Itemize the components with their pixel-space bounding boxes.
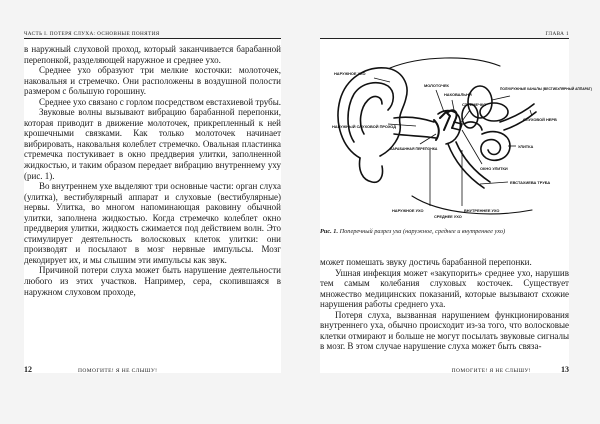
label-outer-ear: НАРУЖНОЕ УХО	[334, 71, 366, 76]
paragraph: Во внутреннем ухе выделяют три основные части: орган слуха (улитка), вестибулярный аппарат и слуховые (вестибулярные) нервы. Улитка, во многом напоминающая раковину обычной улитки, заполнена жидкостью. Когда стремечко колеблет окно преддверия улитки, жидкость сжимается под действием волн. Это стимулирует деятельность волосковых клеток улитки: они производят и посылают в мозг нервные импульсы. Мозг декодирует их, и мы слышим эти импульсы как звук.	[24, 181, 281, 265]
footer-book-title: ПОМОГИТЕ! Я НЕ СЛЫШУ!	[78, 368, 158, 374]
label-bottom-middle: СРЕДНЕЕ УХО	[434, 214, 462, 219]
right-page	[320, 31, 592, 374]
paragraph: Причиной потери слуха может быть нарушение деятельности любого из этих участков. Например, сера, скопившаяся в наружном слуховом проходе,	[24, 265, 281, 297]
paragraph: Среднее ухо образуют три мелкие косточки: молоточек, наковальня и стремечко. Они расположены в воздушной полости размером с большую горошину.	[24, 65, 281, 97]
cochlea-spiral	[481, 132, 510, 161]
running-head-chapter: ГЛАВА 1	[545, 31, 569, 37]
caption-label: Рис. 1.	[320, 228, 339, 235]
leader-hammer	[436, 90, 444, 112]
lobe	[360, 158, 383, 182]
left-body-text	[24, 44, 281, 297]
label-hammer: МОЛОТОЧЕК	[424, 83, 449, 88]
running-head-left	[24, 31, 281, 39]
leader-eardrum	[420, 134, 436, 144]
paragraph: Среднее ухо связано с горлом посредством евстахиевой трубы.	[39, 96, 282, 107]
leader-anvil	[452, 100, 454, 110]
leader-eustachian	[480, 182, 508, 184]
paragraph: Потеря слуха, вызванная нарушением функционирования внутреннего уха, обычно происходит из-за того, что волосковые клетки отмирают и больше не могут посылать звуковые сигналы в мозг. В этом случае нарушение слуха может быть связа-	[320, 309, 569, 352]
left-footer	[24, 365, 281, 374]
label-nerve: СЛУХОВОЙ НЕРВ	[523, 117, 557, 122]
label-cochlea: УЛИТКА	[518, 144, 534, 149]
pinna-inner	[348, 83, 393, 142]
paragraph: может помешать звуку достичь барабанной перепонки.	[320, 257, 532, 267]
label-eustachian: ЕВСТАХИЕВА ТРУБА	[510, 180, 551, 185]
page-number: 12	[24, 365, 32, 374]
paragraph: в наружный слуховой проход, который заканчивается барабанной перепонкой, разделяющей наружное и среднее ухо.	[24, 44, 281, 65]
figure-caption	[320, 228, 569, 235]
label-eardrum: БАРАБАННАЯ ПЕРЕПОНКА	[390, 147, 438, 151]
ear-cross-section-figure	[320, 38, 592, 223]
leader-outer-ear	[374, 78, 390, 82]
label-bottom-outer: НАРУЖНОЕ УХО	[392, 208, 424, 213]
page-number: 13	[561, 365, 569, 374]
label-canals: ПОЛУКРУЖНЫЕ КАНАЛЫ (ВЕСТИБУЛЯРНЫЙ АППАРАТ)	[500, 87, 592, 91]
label-oval-window: ОКНО УЛИТКИ	[480, 166, 508, 171]
paragraph: Ушная инфекция может «закупорить» среднее ухо, нарушив тем самым колебания слуховых косточек. Существует множество медицинских показаний, которые вызывают схожие нарушения работы среднего уха.	[320, 267, 569, 310]
ear-canal-lower	[394, 134, 436, 138]
label-ear-canal: НАРУЖНЫЙ СЛУХОВОЙ ПРОХОД	[332, 124, 397, 129]
caption-text: Поперечный разрез уха (наружное, среднее и внутреннее ухо)	[339, 228, 506, 235]
leader-canals	[492, 96, 510, 100]
left-page	[24, 31, 282, 374]
hammer-shape	[440, 112, 450, 130]
label-bottom-inner: ВНУТРЕННЕЕ УХО	[464, 208, 500, 213]
skull-line	[390, 58, 500, 68]
footer-book-title: ПОМОГИТЕ! Я НЕ СЛЫШУ!	[451, 368, 531, 374]
paragraph: Звуковые волны вызывают вибрацию барабанной перепонки, которая приводит в движение молоточек, прикрепленный к ней крошечными связками. Как только молоточек начинает вибрировать, наковальня колеблет стремечко. Овальная пластинка стремечка постукивает в окно преддверия улитки, заполненной жидкостью, и таким образом передает вибрацию внутреннему уху (рис. 1).	[24, 107, 281, 181]
running-head-part: ЧАСТЬ I. ПОТЕРЯ СЛУХА: ОСНОВНЫЕ ПОНЯТИЯ	[24, 31, 160, 37]
right-footer	[320, 365, 569, 374]
label-anvil: НАКОВАЛЬНЯ	[444, 92, 472, 97]
label-stirrup: СТРЕМЕЧКО	[462, 102, 487, 107]
eustachian-tube-a	[448, 144, 484, 188]
right-body-text	[320, 257, 569, 352]
